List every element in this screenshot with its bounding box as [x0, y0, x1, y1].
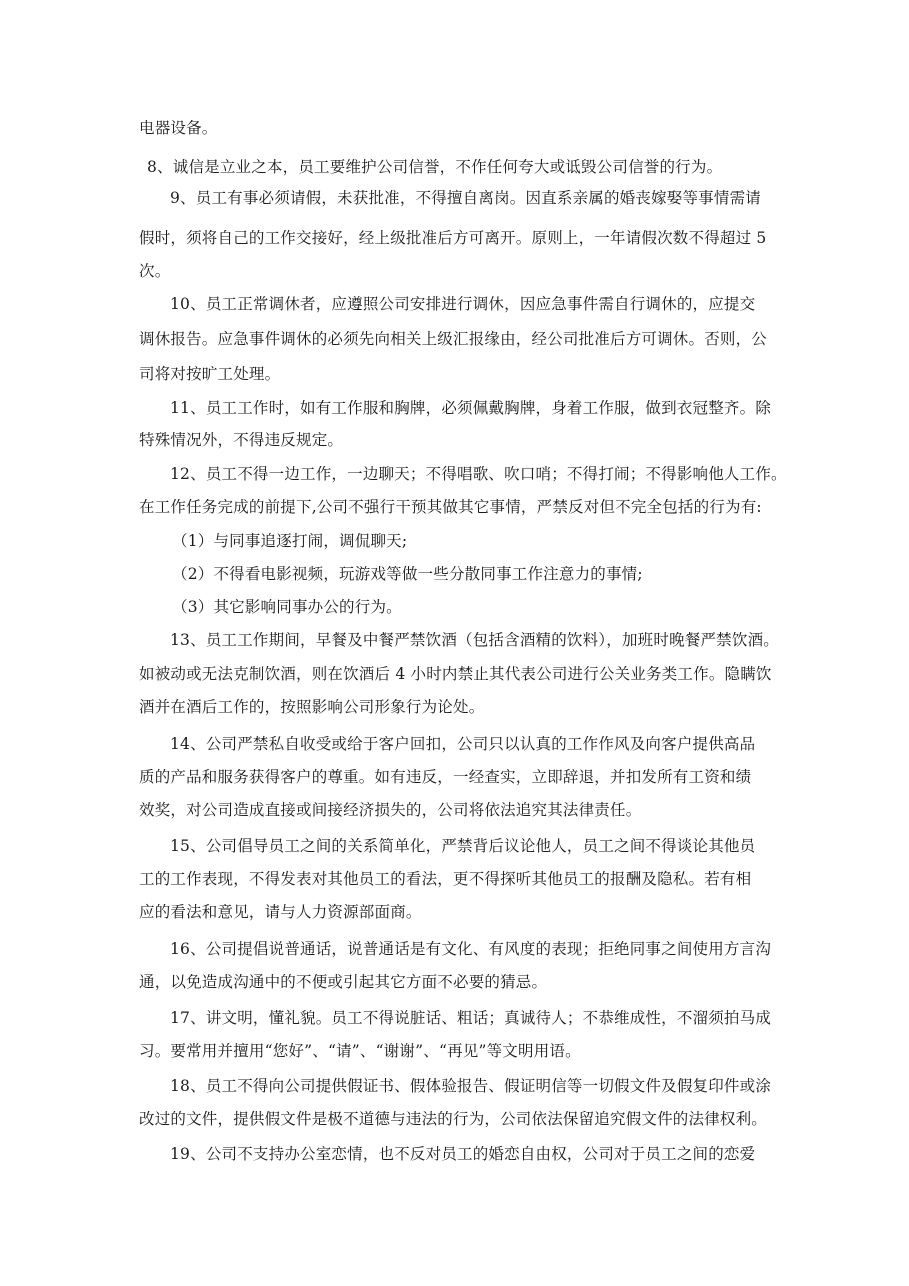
- text-line: 酒并在酒后工作的，按照影响公司形象行为论处。: [139, 698, 485, 716]
- text-line: 通，以免造成沟通中的不便或引起其它方面不必要的猜忌。: [139, 973, 548, 991]
- text-line: 次。: [139, 262, 171, 280]
- text-line: （3）其它影响同事办公的行为。: [172, 598, 402, 616]
- text-line: 19、公司不支持办公室恋情，也不反对员工的婚恋自由权，公司对于员工之间的恋爱: [170, 1145, 756, 1163]
- text-line: 效奖，对公司造成直接或间接经济损失的，公司将依法追究其法律责任。: [139, 801, 642, 819]
- text-line: 12、员工不得一边工作，一边聊天；不得唱歌、吹口哨；不得打闹；不得影响他人工作。: [170, 465, 787, 483]
- text-line: 工的工作表现，不得发表对其他员工的看法，更不得探听其他员工的报酬及隐私。若有相: [139, 870, 752, 888]
- text-line: 13、员工工作期间，早餐及中餐严禁饮酒（包括含酒精的饮料），加班时晚餐严禁饮酒。: [170, 631, 779, 649]
- text-line: 11、员工工作时，如有工作服和胸牌，必须佩戴胸牌，身着工作服，做到衣冠整齐。除: [170, 399, 772, 417]
- text-line: 10、员工正常调休者，应遵照公司安排进行调休，因应急事件需自行调休的，应提交: [170, 295, 756, 313]
- text-line: 18、员工不得向公司提供假证书、假体验报告、假证明信等一切假文件及假复印件或涂: [170, 1077, 772, 1095]
- text-line: （2）不得看电影视频，玩游戏等做一些分散同事工作注意力的事情;: [172, 565, 643, 583]
- text-line: 改过的文件，提供假文件是极不道德与违法的行为，公司依法保留追究假文件的法律权利。: [139, 1110, 768, 1128]
- text-line: 电器设备。: [139, 119, 218, 137]
- text-line: 9、员工有事必须请假，未获批准，不得擅自离岗。因直系亲属的婚丧嫁娶等事情需请: [170, 189, 761, 207]
- text-line: 8、诚信是立业之本，员工要维护公司信誉，不作任何夸大或诋毁公司信誉的行为。: [147, 158, 723, 176]
- text-line: 假时，须将自己的工作交接好，经上级批准后方可离开。原则上，一年请假次数不得超过 5: [139, 229, 767, 247]
- text-line: 应的看法和意见，请与人力资源部面商。: [139, 903, 422, 921]
- text-line: 习。要常用并擅用“您好”、“请”、“谢谢”、“再见”等文明用语。: [139, 1042, 581, 1060]
- text-line: 如被动或无法克制饮酒，则在饮酒后 4 小时内禁止其代表公司进行公关业务类工作。隐瞒饮: [139, 665, 772, 683]
- text-line: 调休报告。应急事件调休的必须先向相关上级汇报缘由，经公司批准后方可调休。否则，公: [139, 330, 768, 348]
- text-line: 质的产品和服务获得客户的尊重。如有违反，一经查实，立即辞退，并扣发所有工资和绩: [139, 768, 752, 786]
- text-line: 15、公司倡导员工之间的关系简单化，严禁背后议论他人，员工之间不得谈论其他员: [170, 837, 756, 855]
- text-line: 在工作任务完成的前提下,公司不强行干预其做其它事情，严禁反对但不完全包括的行为有:: [139, 498, 762, 516]
- text-line: 司将对按旷工处理。: [139, 365, 281, 383]
- text-line: （1）与同事追逐打闹，调侃聊天;: [172, 532, 408, 550]
- text-line: 特殊情况外，不得违反规定。: [139, 431, 344, 449]
- text-line: 17、讲文明，懂礼貌。员工不得说脏话、粗话；真诚待人；不恭维成性，不溜须拍马成: [170, 1009, 772, 1027]
- text-line: 16、公司提倡说普通话，说普通话是有文化、有风度的表现；拒绝同事之间使用方言沟: [170, 940, 772, 958]
- text-line: 14、公司严禁私自收受或给于客户回扣，公司只以认真的工作作风及向客户提供高品: [170, 735, 756, 753]
